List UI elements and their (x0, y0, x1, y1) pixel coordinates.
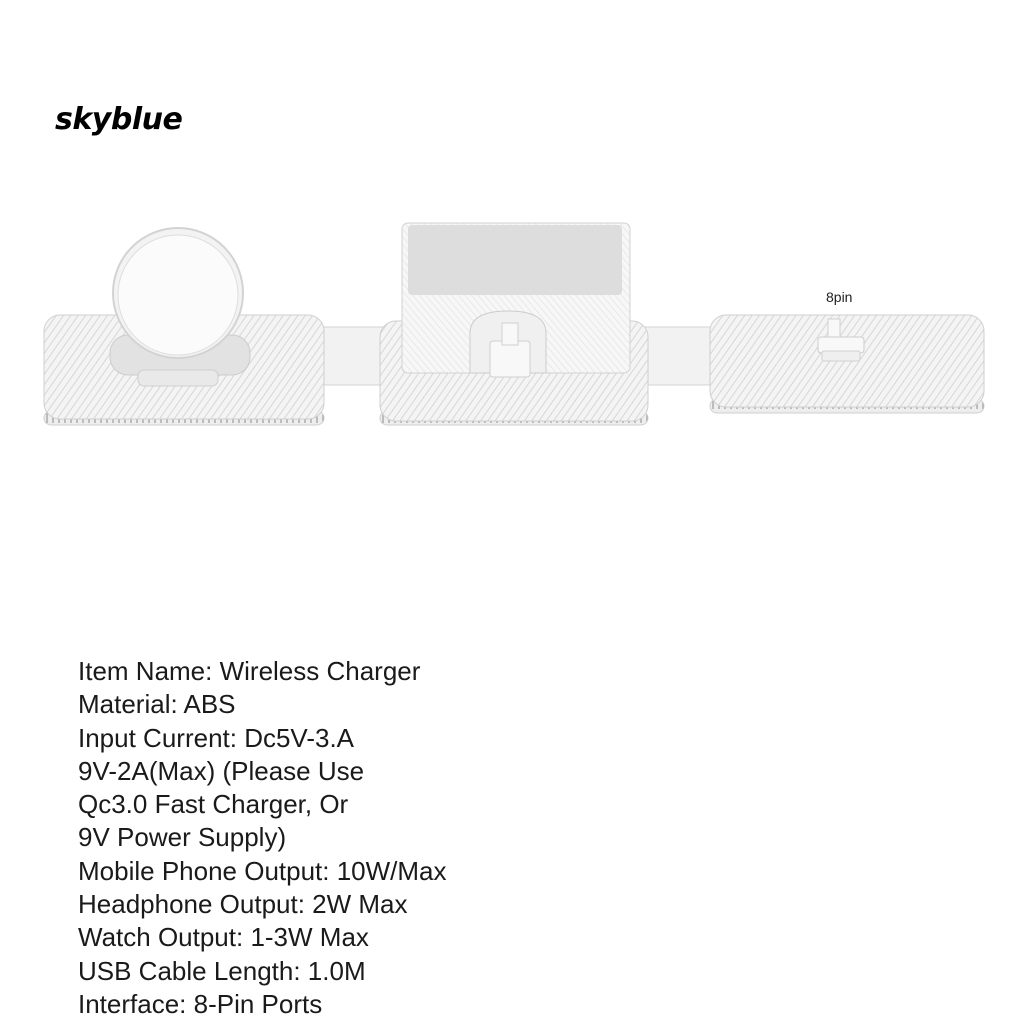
brand-logo: skyblue (55, 102, 183, 137)
phone-charging-pad (710, 315, 984, 413)
left-hinge-strap (318, 327, 388, 385)
spec-cable-length: USB Cable Length: 1.0M (78, 955, 366, 986)
spec-input-current: Input Current: Dc5V-3.A (78, 722, 355, 753)
spec-material: Material: ABS (78, 689, 236, 720)
spec-headphone-output: Headphone Output: 2W Max (78, 889, 408, 920)
spec-interface: Interface: 8-Pin Ports (78, 988, 323, 1019)
spec-list (78, 655, 447, 1021)
spec-input-current-cont-2: Qc3.0 Fast Charger, Or (78, 789, 349, 820)
watch-charging-pad (44, 228, 324, 425)
wireless-charger-image (38, 215, 988, 445)
port-label: 8pin (826, 289, 853, 305)
spec-phone-output: Mobile Phone Output: 10W/Max (78, 855, 447, 886)
spec-input-current-cont-1: 9V-2A(Max) (Please Use (78, 755, 365, 786)
spec-input-current-cont-3: 9V Power Supply) (78, 822, 287, 853)
spec-watch-output: Watch Output: 1-3W Max (78, 922, 369, 953)
right-hinge-strap (643, 327, 713, 385)
headphone-charging-pad (380, 223, 648, 425)
spec-item-name: Item Name: Wireless Charger (78, 656, 421, 686)
